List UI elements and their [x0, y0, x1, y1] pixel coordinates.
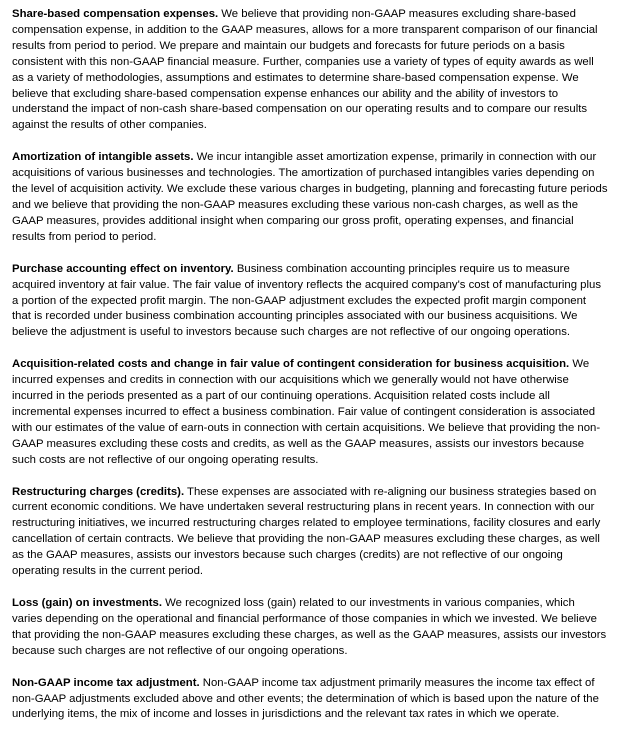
paragraph-text: Non-GAAP income tax adjustment primarily measures the income tax effect of non-GAAP adjustments excluded above and other events; the determination of which is based upon the nature of the underlying items, the mix of income and losses in jurisdictions and the relevant tax rates in which we operate. [12, 676, 599, 721]
paragraph-text: Business combination accounting principles require us to measure acquired inventory at fair value. The fair value of inventory reflects the acquired company's cost of manufacturing plus a portion of the expected profit margin. The non-GAAP adjustment excludes the expected profit margin component that is recorded under business combination accounting principles associated with our business acquisitions. We believe the adjustment is useful to investors because such charges are not reflective of our ongoing operations. [12, 262, 601, 339]
paragraph-heading: Restructuring charges (credits). [12, 485, 185, 498]
paragraph-heading: Purchase accounting effect on inventory. [12, 262, 234, 275]
paragraph-text: We recognized loss (gain) related to our investments in various companies, which varies depending on the operational and financial performance of those companies in which we invested. We believe that providing the non-GAAP measures excluding these charges, as well as the GAAP measures, assists our investors because such charges are not reflective of our ongoing operations. [12, 597, 607, 657]
paragraph-text: These expenses are associated with re-aligning our business strategies based on current economic conditions. We have undertaken several restructuring plans in recent years. In connection with our restructuring initiatives, we incurred restructuring charges related to employee terminations, facility closures and early cancellation of certain contracts. We believe that providing the non-GAAP measures excluding these charges, as well as the GAAP measures, assists our investors because such charges (credits) are not reflective of our ongoing operating results in the current period. [12, 485, 601, 578]
document-body [12, 7, 608, 739]
paragraph-purchase-accounting-inventory [12, 262, 608, 342]
paragraph-text: We believe that providing non-GAAP measures excluding share-based compensation expense, in addition to the GAAP measures, allows for a more transparent comparison of our financial results from period to period. We prepare and maintain our budgets and forecasts for future periods on a basis consistent with this non-GAAP financial measure. Further, companies use a variety of types of equity awards as well as a variety of methodologies, assumptions and estimates to determine share-based compensation expense. We believe that excluding share-based compensation expense enhances our ability and the ability of investors to understand the impact of non-cash share-based compensation on our operating results and to compare our results against the results of other companies. [12, 8, 598, 132]
paragraph-heading: Acquisition-related costs and change in fair value of contingent consideration for business acquisition. [12, 358, 570, 371]
paragraph-heading: Non-GAAP income tax adjustment. [12, 676, 200, 689]
paragraph-heading: Amortization of intangible assets. [12, 151, 194, 164]
paragraph-acquisition-related-costs [12, 357, 608, 468]
paragraph-income-tax-adjustment [12, 676, 608, 724]
paragraph-heading: Share-based compensation expenses. [12, 8, 219, 20]
paragraph-loss-gain-investments [12, 596, 608, 660]
paragraph-restructuring-charges [12, 485, 608, 580]
paragraph-amortization-intangibles [12, 150, 608, 245]
paragraph-text: We incur intangible asset amortization expense, primarily in connection with our acquisitions of various businesses and technologies. The amortization of purchased intangibles varies depending on the level of acquisition activity. We exclude these various charges in budgeting, planning and forecasting future periods and we believe that providing the non-GAAP measures excluding these various non-cash charges, as well as the GAAP measures, provides additional insight when comparing our gross profit, operating expenses, and financial results from period to period. [12, 151, 608, 243]
paragraph-heading: Loss (gain) on investments. [12, 597, 163, 609]
paragraph-text: We incurred expenses and credits in connection with our acquisitions which we generally would not have otherwise incurred in the periods presented as a part of our continuing operations. Acquisition related costs include all incremental expenses incurred to effect a business combination. Fair value of contingent consideration is associated with our estimates of the value of earn-outs in connection with certain acquisitions. We believe that providing the non-GAAP measures excluding these costs and credits, as well as the GAAP measures, assists our investors because such costs are not reflective of our ongoing operating results. [12, 358, 601, 466]
paragraph-share-based-compensation [12, 7, 608, 134]
